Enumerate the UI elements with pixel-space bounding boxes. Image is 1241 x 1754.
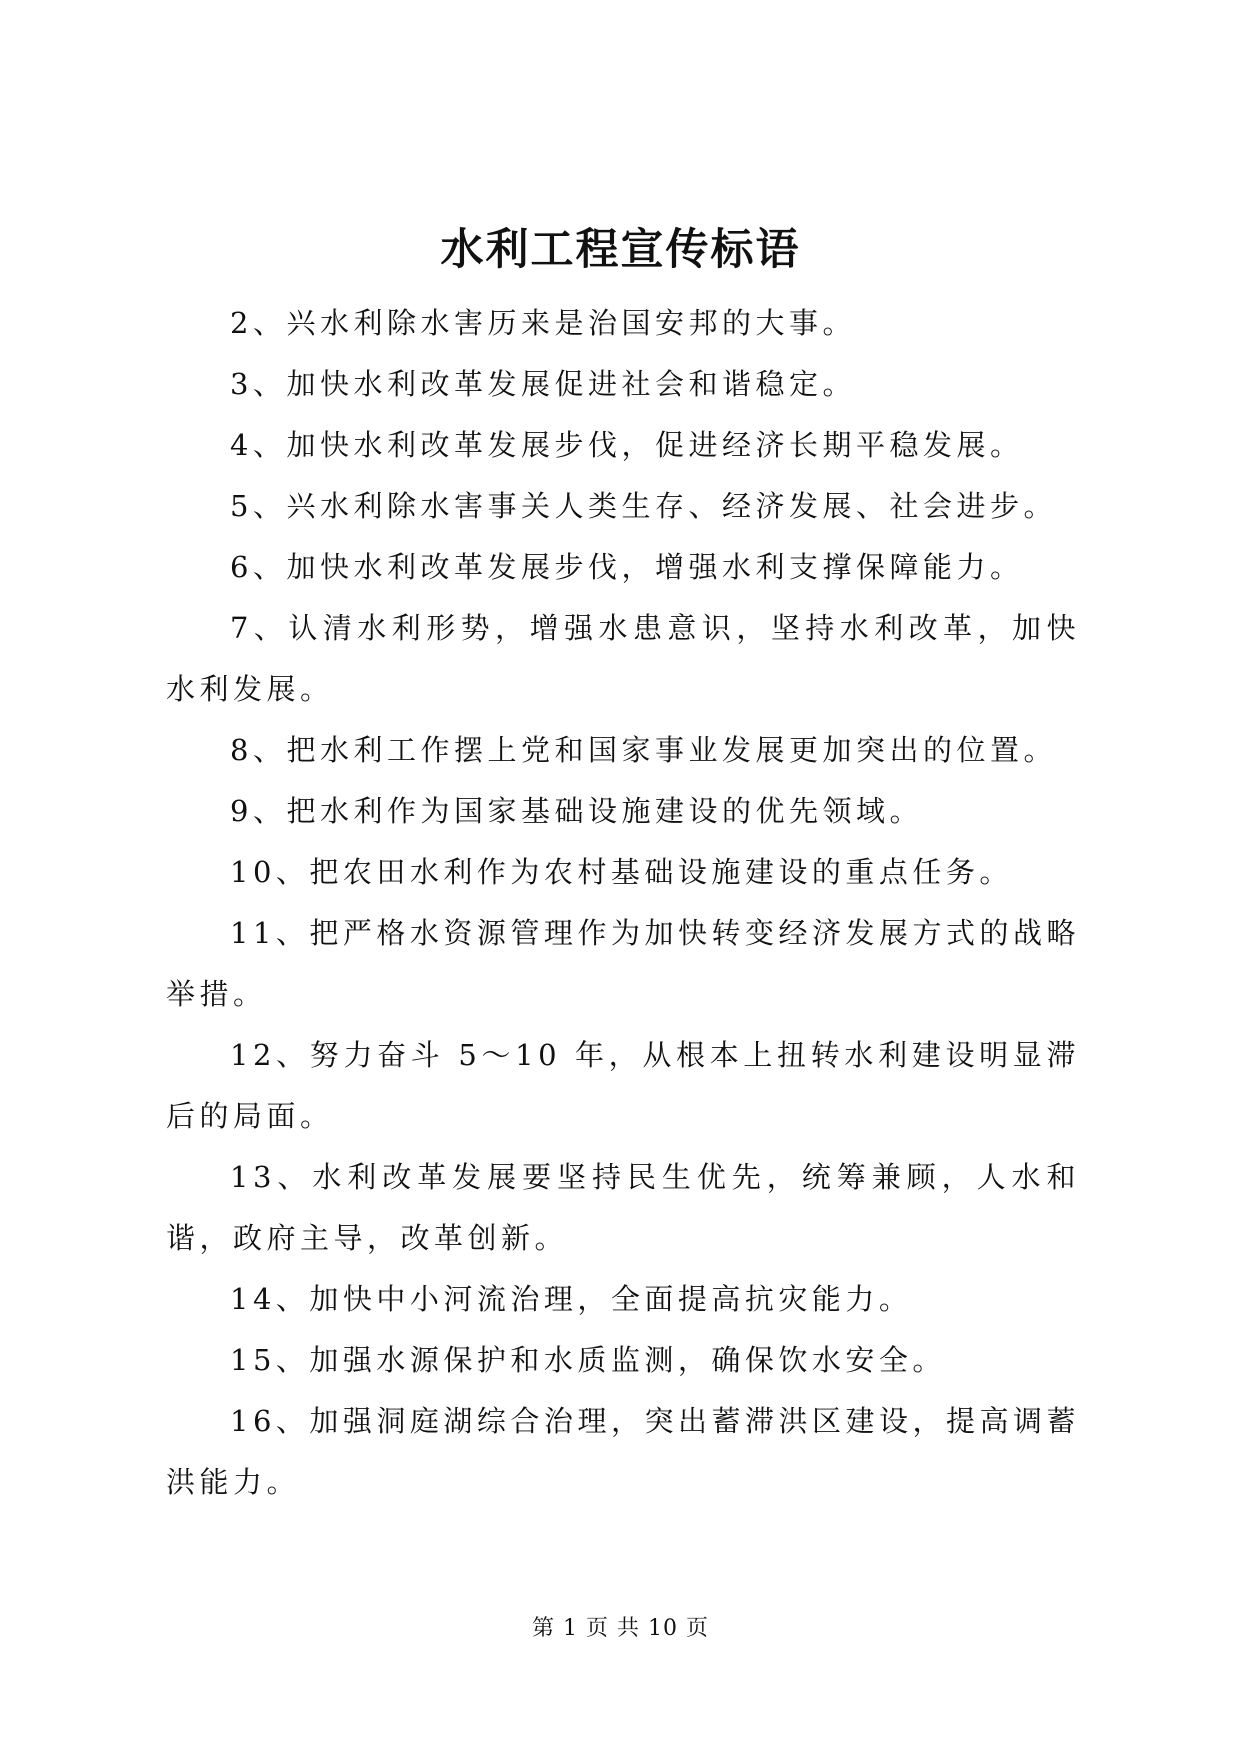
slogan-paragraph: 2、兴水利除水害历来是治国安邦的大事。: [230, 306, 856, 340]
slogan-paragraph: 12、努力奋斗 5～10 年，从根本上扭转水利建设明显滞后的局面。: [166, 1038, 1080, 1133]
slogan-paragraph: 7、认清水利形势，增强水患意识，坚持水利改革，加快水利发展。: [166, 611, 1080, 706]
slogan-paragraph: 9、把水利作为国家基础设施建设的优先领域。: [230, 794, 923, 828]
slogan-paragraph: 15、加强水源保护和水质监测，确保饮水安全。: [230, 1343, 946, 1377]
document-body: [166, 293, 1080, 1513]
slogan-paragraph: 4、加快水利改革发展步伐，促进经济长期平稳发展。: [230, 428, 1024, 462]
slogan-paragraph: 3、加快水利改革发展促进社会和谐稳定。: [230, 367, 856, 401]
page-footer: [0, 1615, 1241, 1643]
slogan-paragraph: 5、兴水利除水害事关人类生存、经济发展、社会进步。: [230, 489, 1057, 523]
slogan-paragraph: 13、水利改革发展要坚持民生优先，统筹兼顾，人水和谐，政府主导，改革创新。: [166, 1160, 1080, 1255]
slogan-paragraph: 11、把严格水资源管理作为加快转变经济发展方式的战略举措。: [166, 916, 1080, 1011]
page-number: 第 1 页 共 10 页: [532, 1616, 709, 1641]
slogan-paragraph: 6、加快水利改革发展步伐，增强水利支撑保障能力。: [230, 550, 1024, 584]
document-title: 水利工程宣传标语: [440, 225, 801, 275]
slogan-paragraph: 16、加强洞庭湖综合治理，突出蓄滞洪区建设，提高调蓄洪能力。: [166, 1404, 1080, 1499]
slogan-paragraph: 8、把水利工作摆上党和国家事业发展更加突出的位置。: [230, 733, 1057, 767]
slogan-paragraph: 10、把农田水利作为农村基础设施建设的重点任务。: [230, 855, 1013, 889]
slogan-paragraph: 14、加快中小河流治理，全面提高抗灾能力。: [230, 1282, 913, 1316]
